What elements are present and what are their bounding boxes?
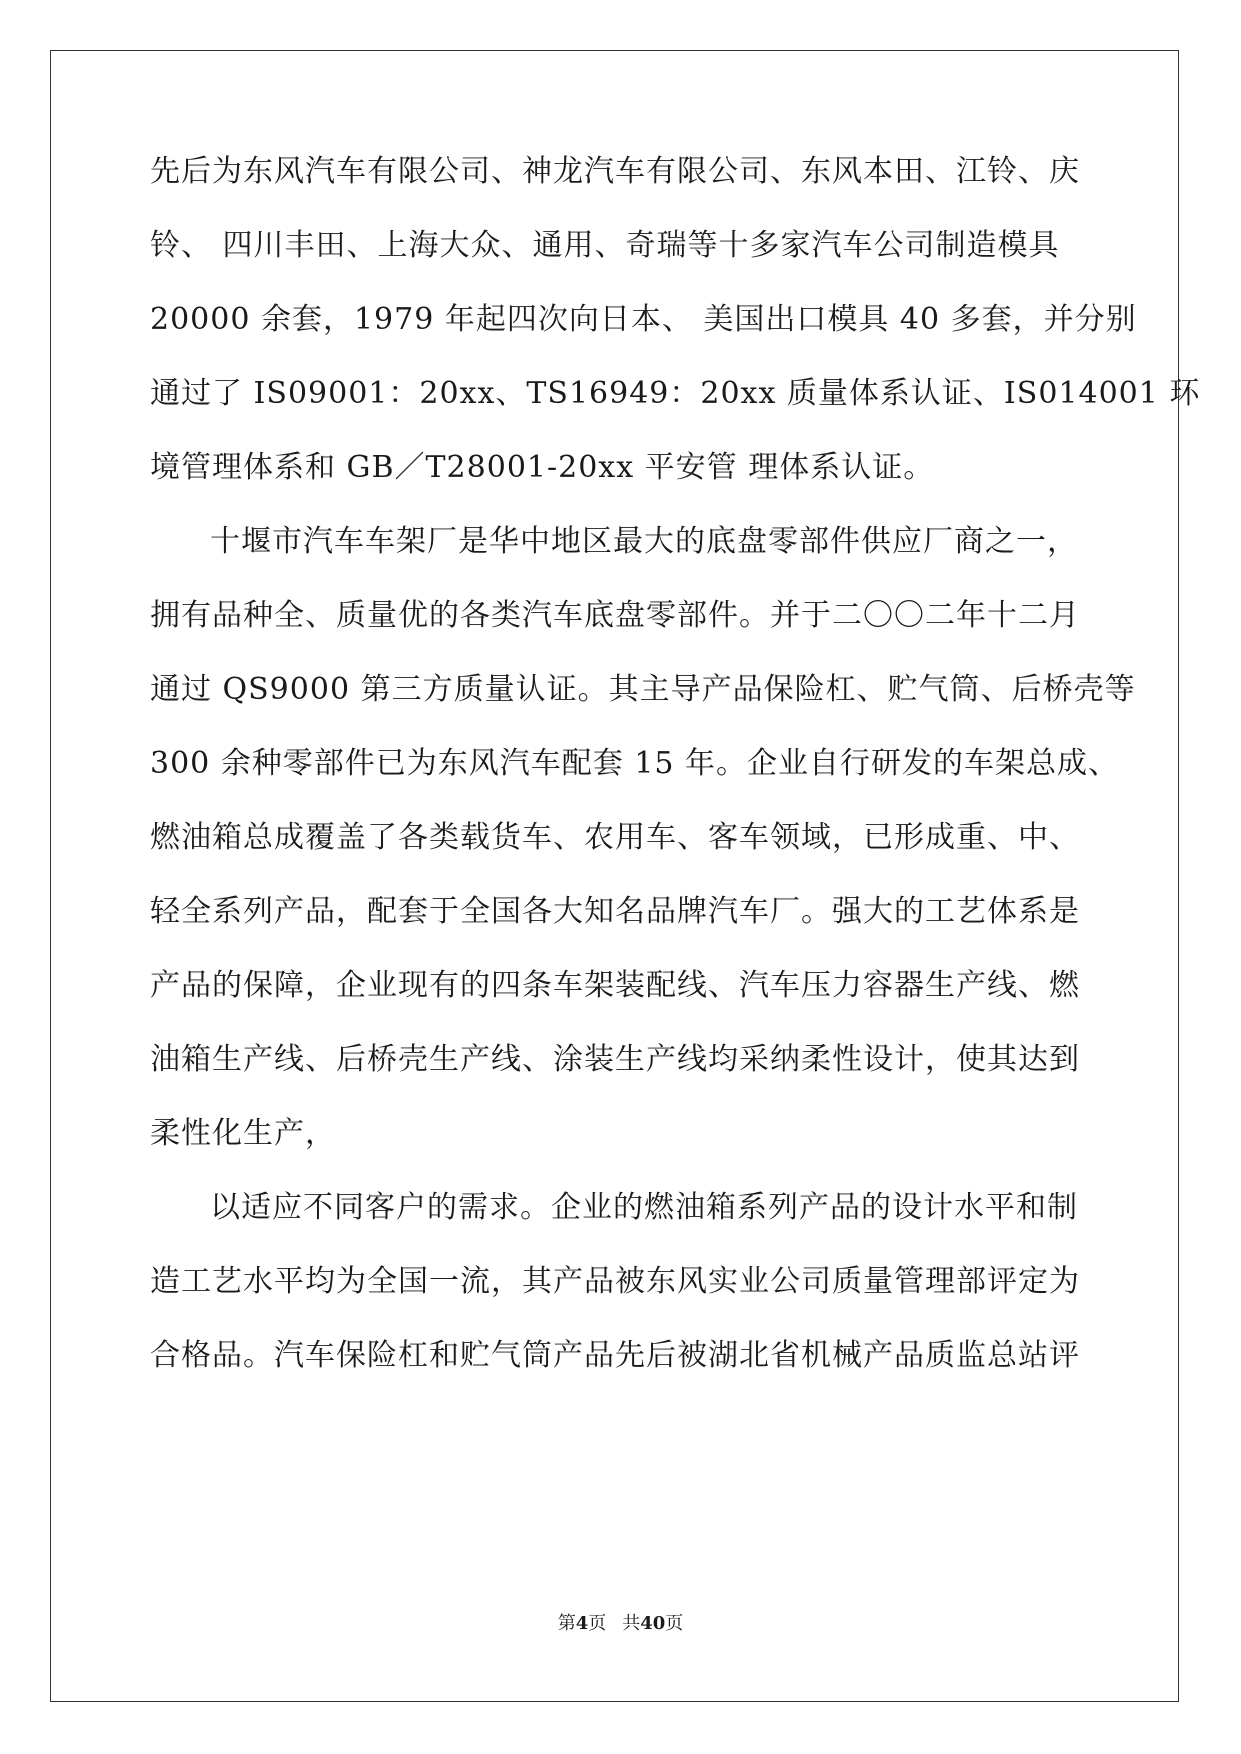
text-line: 20000 余套，1979 年起四次向日本、 美国出口模具 40 多套，并分别 [150,302,1137,337]
text-line: 先后为东风汽车有限公司、神龙汽车有限公司、东风本田、江铃、庆 [150,154,1080,189]
total-prefix: 共 [622,1613,641,1634]
text-line: 燃油箱总成覆盖了各类载货车、农用车、客车领域，已形成重、中、 [150,820,1080,855]
total-suffix: 页 [665,1613,684,1634]
text-line: 通过 QS9000 第三方质量认证。其主导产品保险杠、贮气筒、后桥壳等 [150,672,1136,707]
text-line: 300 余种零部件已为东风汽车配套 15 年。企业自行研发的车架总成、 [150,746,1120,781]
text-line: 铃、 四川丰田、上海大众、通用、奇瑞等十多家汽车公司制造模具 [150,228,1060,263]
page-prefix: 第 [557,1613,576,1634]
text-line: 合格品。汽车保险杠和贮气筒产品先后被湖北省机械产品质监总站评 [150,1338,1080,1373]
text-line: 十堰市汽车车架厂是华中地区最大的底盘零部件供应厂商之一， [210,524,1078,559]
page-footer [0,1612,1241,1636]
page-border [50,50,1201,1702]
text-line: 产品的保障，企业现有的四条车架装配线、汽车压力容器生产线、燃 [150,968,1080,1003]
page-suffix: 页 [588,1613,607,1634]
text-line: 造工艺水平均为全国一流，其产品被东风实业公司质量管理部评定为 [150,1264,1080,1299]
text-line: 油箱生产线、后桥壳生产线、涂装生产线均采纳柔性设计，使其达到 [150,1042,1080,1077]
text-line: 以适应不同客户的需求。企业的燃油箱系列产品的设计水平和制 [210,1190,1078,1225]
total-pages: 40 [640,1613,666,1634]
text-line: 通过了 IS09001：20xx、TS16949：20xx 质量体系认证、IS014001 环 [150,376,1201,411]
text-line: 轻全系列产品，配套于全国各大知名品牌汽车厂。强大的工艺体系是 [150,894,1080,929]
text-line: 柔性化生产， [150,1116,336,1151]
page-number: 4 [575,1613,589,1634]
text-line: 拥有品种全、质量优的各类汽车底盘零部件。并于二〇〇二年十二月 [150,598,1080,633]
text-line: 境管理体系和 GB／T28001-20xx 平安管 理体系认证。 [150,450,935,485]
